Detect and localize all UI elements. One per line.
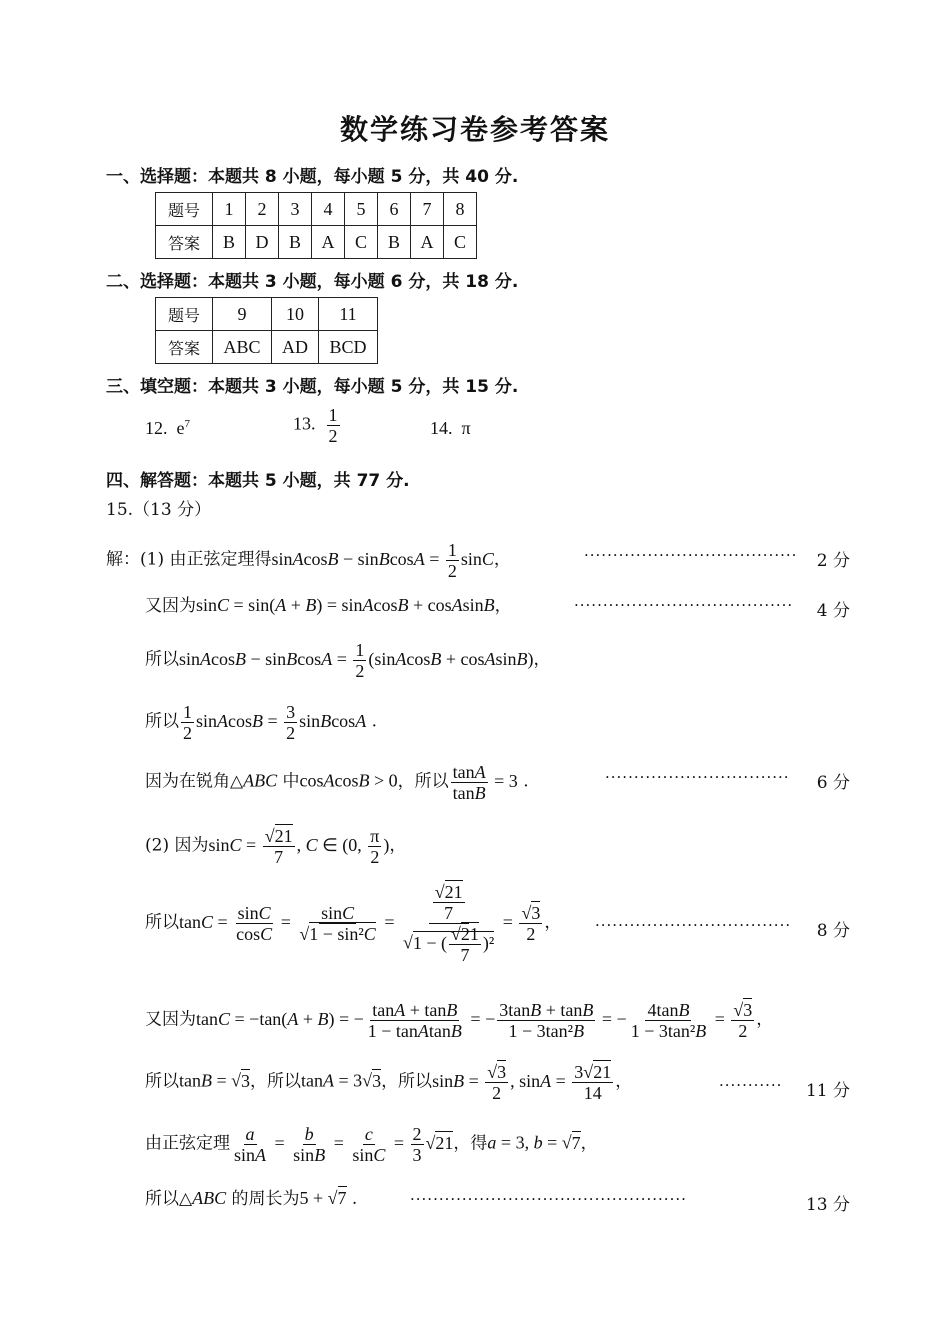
solution-line-4: 所以 $\frac{1}{2}$ sinAcosB = $\frac{3}{2}$ sinBcosA . xyxy=(145,702,377,743)
score-dots: ··········· xyxy=(719,1076,783,1094)
answer-value: π xyxy=(461,418,471,438)
score-dots: ······································ xyxy=(574,596,794,614)
triangle-name: ABC xyxy=(243,770,278,791)
line-text: 由正弦定理得 xyxy=(169,549,272,570)
solution-line-1: 解：(1) 由正弦定理得sinAcosB − sinBcosA = $\frac{1}{2}$ sinC， xyxy=(106,540,511,581)
table-cell: 7 xyxy=(411,193,444,226)
fraction-numerator: 1 xyxy=(328,405,338,425)
solution-line-8: 又因为tanC = −tan(A + B) = − $\frac{\tan A + \tan B}{\text{1 − tanAtanB}}$ = − $\frac{3\tan B + \tan B}{\text{1 − 3tan²B}}$ = − $\frac{4\tan B}{\text{1 − 3tan²B}}$ = $\frac{√3}{2}$ ， xyxy=(145,1000,774,1041)
line-text: ，得 xyxy=(453,1133,488,1154)
score-label: 11 分 xyxy=(805,1081,850,1101)
solution-line-7: 所以tanC = $\frac{\sin C}{\cos C}$ = $\frac{\sin C}{\text{√1 − sin²C}}$ = $\frac{√21}{7}$ √1 − ( $\frac{√21}{7}$ )² = $\frac{√3}{2}$ ， xyxy=(145,882,562,965)
section3-heading: 三、填空题：本题共 3 小题，每小题 5 分，共 15 分. xyxy=(106,377,519,397)
answer-14 xyxy=(430,418,471,439)
score-label: 6 分 xyxy=(816,773,850,793)
table-cell: 5 xyxy=(345,193,378,226)
line-text: 的周长为 xyxy=(231,1189,300,1209)
line-text: 因为 xyxy=(174,835,209,856)
line-text: ，所以 xyxy=(381,1071,433,1092)
triangle-name: ABC xyxy=(192,1188,227,1208)
line-text: 所以 xyxy=(145,912,179,933)
table-cell: C xyxy=(444,226,477,259)
table-cell: C xyxy=(345,226,378,259)
line-text: 中 xyxy=(282,771,300,792)
table-header-cell: 题号 xyxy=(156,193,213,226)
line-text: 所以 xyxy=(145,1071,179,1092)
table-cell: B xyxy=(213,226,246,259)
table-row-answers xyxy=(156,226,477,259)
table-cell: A xyxy=(312,226,345,259)
table-cell: 8 xyxy=(444,193,477,226)
solution-line-6: (2) 因为sinC = $\frac{√21}{7}$ , C ∈ (0, $\frac{\pi}{2}$ )， xyxy=(145,826,407,867)
score-dots: ································ xyxy=(605,768,790,786)
score-dots: ····································· xyxy=(584,546,798,564)
score-label: 8 分 xyxy=(816,921,850,941)
answer-12 xyxy=(145,418,190,439)
line-text: 又因为 xyxy=(145,1009,196,1030)
table-cell: D xyxy=(246,226,279,259)
section2-answer-table xyxy=(155,297,378,364)
solution-prefix: 解： xyxy=(106,549,140,570)
table-row-questions xyxy=(156,193,477,226)
table-cell: AD xyxy=(272,331,319,364)
table-cell: B xyxy=(279,226,312,259)
table-cell: 11 xyxy=(319,298,378,331)
section1-heading: 一、选择题：本题共 8 小题，每小题 5 分，共 40 分. xyxy=(106,167,519,187)
line-text: 又因为 xyxy=(145,596,196,616)
score-dots: ·································· xyxy=(595,916,792,934)
q-label: 13. xyxy=(293,413,316,434)
table-cell: 6 xyxy=(378,193,411,226)
table-cell: ABC xyxy=(213,331,272,364)
solution-line-5: 因为在锐角△ABC 中cosAcosB > 0，所以 $\frac{\tan A}{\tan B}$ = 3 . xyxy=(145,762,529,803)
answer-value: e xyxy=(176,418,185,438)
score-label: 13 分 xyxy=(805,1195,850,1215)
table-header-cell: 答案 xyxy=(156,226,213,259)
line-text: 所以 xyxy=(145,649,179,670)
exponent: 7 xyxy=(184,418,190,430)
line-text: 所以△ xyxy=(145,1189,193,1209)
table-cell: 4 xyxy=(312,193,345,226)
q-label: 12. xyxy=(145,418,168,438)
page-title: 数学练习卷参考答案 xyxy=(339,113,610,146)
solution-line-9: 所以tanB = √3，所以tanA = 3√3，所以sinB = $\frac{√3}{2}$ , sinA = $\frac{3√21}{14}$ ， xyxy=(145,1062,633,1103)
table-header-cell: 题号 xyxy=(156,298,213,331)
table-cell: 1 xyxy=(213,193,246,226)
section4-heading: 四、解答题：本题共 5 小题，共 77 分. xyxy=(106,471,410,491)
table-cell: 2 xyxy=(246,193,279,226)
table-cell: A xyxy=(411,226,444,259)
solution-line-3: 所以sinAcosB − sinBcosA = $\frac{1}{2}$ (sinAcosB + cosAsinB)， xyxy=(145,640,551,681)
table-cell: BCD xyxy=(319,331,378,364)
table-cell: 3 xyxy=(279,193,312,226)
score-label: 2 分 xyxy=(816,551,850,571)
table-header-cell: 答案 xyxy=(156,331,213,364)
line-text: 因为在锐角△ xyxy=(145,771,244,792)
solution-line-10: 由正弦定理 $\frac{a}{\sin A}$ = $\frac{b}{\sin B}$ = $\frac{c}{\sin C}$ = $\frac{2}{3}$ √21，得a = 3, b = √7， xyxy=(145,1124,598,1165)
table-cell: 10 xyxy=(272,298,319,331)
line-text: 所以 xyxy=(145,711,179,732)
section1-answer-table xyxy=(155,192,477,259)
answer-13 xyxy=(293,405,342,446)
line-text: 由正弦定理 xyxy=(145,1133,230,1154)
score-label: 4 分 xyxy=(816,601,850,621)
solution-line-2: 又因为sinC = sin(A + B) = sinAcosB + cosAsinB， xyxy=(145,595,512,616)
table-cell: B xyxy=(378,226,411,259)
fraction-denominator: 2 xyxy=(328,426,338,446)
q-label: 14. xyxy=(430,418,453,438)
table-row-questions xyxy=(156,298,378,331)
score-dots: ················································ xyxy=(410,1190,687,1208)
section2-heading: 二、选择题：本题共 3 小题，每小题 6 分，共 18 分. xyxy=(106,272,519,292)
question-15-heading: 15.（13 分） xyxy=(106,500,212,520)
table-row-answers xyxy=(156,331,378,364)
part-label: (1) xyxy=(140,549,165,570)
solution-line-11: 所以△ABC 的周长为5 + √7 . xyxy=(145,1188,358,1209)
line-text: ，所以 xyxy=(250,1071,302,1092)
part-label: (2) xyxy=(145,835,170,856)
line-text: ，所以 xyxy=(397,771,449,792)
table-cell: 9 xyxy=(213,298,272,331)
